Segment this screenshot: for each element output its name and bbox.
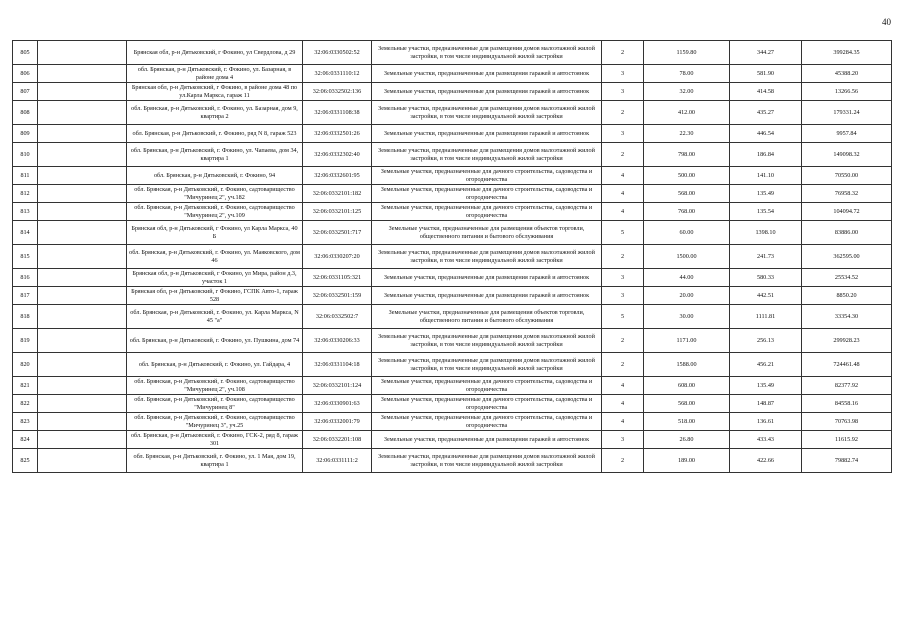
address-cell: Брянская обл, р-н Дятьковский, г Фокино, ул Мира, район д.3, участок 1 bbox=[127, 269, 303, 287]
area-cell: 60.00 bbox=[644, 221, 730, 245]
cadastral-value-cell: 45388.20 bbox=[802, 65, 892, 83]
row-number-cell: 819 bbox=[13, 329, 38, 353]
address-cell: обл. Брянская, р-н Дятьковский, г. Фокино, ул. Маяковского, дом 46 bbox=[127, 245, 303, 269]
blank-cell bbox=[38, 101, 127, 125]
cadastral-value-cell: 149098.32 bbox=[802, 143, 892, 167]
group-cell: 3 bbox=[602, 65, 644, 83]
cadastral-number-cell: 32:06:0332201:108 bbox=[303, 431, 372, 449]
specific-value-cell: 186.84 bbox=[730, 143, 802, 167]
group-cell: 3 bbox=[602, 287, 644, 305]
row-number-cell: 813 bbox=[13, 203, 38, 221]
cadastral-number-cell: 32:06:0332501:159 bbox=[303, 287, 372, 305]
row-number-cell: 811 bbox=[13, 167, 38, 185]
area-cell: 1588.00 bbox=[644, 353, 730, 377]
specific-value-cell: 148.87 bbox=[730, 395, 802, 413]
row-number-cell: 816 bbox=[13, 269, 38, 287]
blank-cell bbox=[38, 83, 127, 101]
cadastral-number-cell: 32:06:0332101:124 bbox=[303, 377, 372, 395]
land-use-cell: Земельные участки, предназначенные для размещения домов малоэтажной жилой застройки, в том числе индивидуальной жилой застройки bbox=[372, 329, 602, 353]
address-cell: обл. Брянская, р-н Дятьковский, г. Фокино, ул. Чапаева, дом 34, квартира 1 bbox=[127, 143, 303, 167]
area-cell: 30.00 bbox=[644, 305, 730, 329]
cadastral-value-cell: 362595.00 bbox=[802, 245, 892, 269]
table-row bbox=[13, 221, 892, 245]
group-cell: 5 bbox=[602, 221, 644, 245]
land-use-cell: Земельные участки, предназначенные для размещения домов малоэтажной жилой застройки, в том числе индивидуальной жилой застройки bbox=[372, 143, 602, 167]
specific-value-cell: 141.10 bbox=[730, 167, 802, 185]
blank-cell bbox=[38, 65, 127, 83]
cadastral-number-cell: 32:06:0332101:125 bbox=[303, 203, 372, 221]
cadastral-number-cell: 32:06:0331110:12 bbox=[303, 65, 372, 83]
blank-cell bbox=[38, 287, 127, 305]
blank-cell bbox=[38, 431, 127, 449]
area-cell: 412.00 bbox=[644, 101, 730, 125]
table-row bbox=[13, 269, 892, 287]
address-cell: обл. Брянская, р-н Дятьковский, г. Фокино, ул. Гайдара, 4 bbox=[127, 353, 303, 377]
table-row bbox=[13, 125, 892, 143]
table-row bbox=[13, 287, 892, 305]
table-row bbox=[13, 203, 892, 221]
cadastral-value-cell: 70550.00 bbox=[802, 167, 892, 185]
land-use-cell: Земельные участки, предназначенные для размещения гаражей и автостоянок bbox=[372, 125, 602, 143]
row-number-cell: 822 bbox=[13, 395, 38, 413]
cadastral-value-cell: 13266.56 bbox=[802, 83, 892, 101]
table-row bbox=[13, 83, 892, 101]
land-use-cell: Земельные участки, предназначенные для размещения домов малоэтажной жилой застройки, в том числе индивидуальной жилой застройки bbox=[372, 353, 602, 377]
group-cell: 4 bbox=[602, 167, 644, 185]
cadastral-number-cell: 32:06:0331111:2 bbox=[303, 449, 372, 473]
specific-value-cell: 136.61 bbox=[730, 413, 802, 431]
blank-cell bbox=[38, 413, 127, 431]
table-row bbox=[13, 143, 892, 167]
blank-cell bbox=[38, 125, 127, 143]
cadastral-value-cell: 299928.23 bbox=[802, 329, 892, 353]
row-number-cell: 806 bbox=[13, 65, 38, 83]
address-cell: обл. Брянская, р-н Дятьковский, г. Фокино, ряд N 8, гараж 523 bbox=[127, 125, 303, 143]
cadastral-value-cell: 84558.16 bbox=[802, 395, 892, 413]
cadastral-number-cell: 32:06:0332502:136 bbox=[303, 83, 372, 101]
table-row bbox=[13, 65, 892, 83]
land-use-cell: Земельные участки, предназначенные для дачного строительства, садоводства и огородничества bbox=[372, 167, 602, 185]
blank-cell bbox=[38, 143, 127, 167]
area-cell: 518.00 bbox=[644, 413, 730, 431]
row-number-cell: 808 bbox=[13, 101, 38, 125]
area-cell: 1500.00 bbox=[644, 245, 730, 269]
group-cell: 2 bbox=[602, 143, 644, 167]
row-number-cell: 825 bbox=[13, 449, 38, 473]
group-cell: 2 bbox=[602, 41, 644, 65]
group-cell: 2 bbox=[602, 101, 644, 125]
cadastral-number-cell: 32:06:0332502:7 bbox=[303, 305, 372, 329]
area-cell: 44.00 bbox=[644, 269, 730, 287]
cadastral-number-cell: 32:06:0332302:40 bbox=[303, 143, 372, 167]
specific-value-cell: 1111.81 bbox=[730, 305, 802, 329]
address-cell: Брянская обл, р-н Дятьковский, г Фокино, ГСПК Авто-1, гараж 528 bbox=[127, 287, 303, 305]
blank-cell bbox=[38, 185, 127, 203]
blank-cell bbox=[38, 269, 127, 287]
blank-cell bbox=[38, 449, 127, 473]
land-use-cell: Земельные участки, предназначенные для размещения домов малоэтажной жилой застройки, в том числе индивидуальной жилой застройки bbox=[372, 449, 602, 473]
row-number-cell: 818 bbox=[13, 305, 38, 329]
table-row bbox=[13, 413, 892, 431]
land-use-cell: Земельные участки, предназначенные для дачного строительства, садоводства и огородничества bbox=[372, 185, 602, 203]
area-cell: 189.00 bbox=[644, 449, 730, 473]
row-number-cell: 805 bbox=[13, 41, 38, 65]
blank-cell bbox=[38, 41, 127, 65]
specific-value-cell: 135.49 bbox=[730, 377, 802, 395]
land-use-cell: Земельные участки, предназначенные для размещения гаражей и автостоянок bbox=[372, 269, 602, 287]
cadastral-number-cell: 32:06:0330901:63 bbox=[303, 395, 372, 413]
land-use-cell: Земельные участки, предназначенные для размещения гаражей и автостоянок bbox=[372, 287, 602, 305]
cadastral-number-cell: 32:06:0332501:717 bbox=[303, 221, 372, 245]
group-cell: 4 bbox=[602, 203, 644, 221]
table-row bbox=[13, 395, 892, 413]
area-cell: 768.00 bbox=[644, 203, 730, 221]
cadastral-number-cell: 32:06:0330502:52 bbox=[303, 41, 372, 65]
blank-cell bbox=[38, 245, 127, 269]
group-cell: 5 bbox=[602, 305, 644, 329]
area-cell: 78.00 bbox=[644, 65, 730, 83]
group-cell: 4 bbox=[602, 413, 644, 431]
cadastral-number-cell: 32:06:0331105:321 bbox=[303, 269, 372, 287]
address-cell: Брянская обл, р-н Дятьковский, г Фокино, ул Карла Маркса, 40 Б bbox=[127, 221, 303, 245]
area-cell: 1171.00 bbox=[644, 329, 730, 353]
table-row bbox=[13, 41, 892, 65]
address-cell: обл. Брянская, р-н Дятьковский, г. Фокино, 94 bbox=[127, 167, 303, 185]
table-row bbox=[13, 449, 892, 473]
cadastral-number-cell: 32:06:0332501:26 bbox=[303, 125, 372, 143]
address-cell: обл. Брянская, р-н Дятьковский, г. Фокино, ул. 1 Мая, дом 19, квартира 1 bbox=[127, 449, 303, 473]
cadastral-value-cell: 11615.92 bbox=[802, 431, 892, 449]
land-use-cell: Земельные участки, предназначенные для дачного строительства, садоводства и огородничества bbox=[372, 395, 602, 413]
group-cell: 2 bbox=[602, 353, 644, 377]
area-cell: 20.00 bbox=[644, 287, 730, 305]
table-row bbox=[13, 305, 892, 329]
cadastral-value-cell: 79882.74 bbox=[802, 449, 892, 473]
table-row bbox=[13, 101, 892, 125]
cadastral-number-cell: 32:06:0332601:95 bbox=[303, 167, 372, 185]
address-cell: обл. Брянская, р-н Дятьковский, г. Фокино, садтоварищество "Мичуринец 2", уч.182 bbox=[127, 185, 303, 203]
land-use-cell: Земельные участки, предназначенные для размещения объектов торговли, общественного питания и бытового обслуживания bbox=[372, 305, 602, 329]
specific-value-cell: 422.66 bbox=[730, 449, 802, 473]
group-cell: 2 bbox=[602, 245, 644, 269]
land-use-cell: Земельные участки, предназначенные для размещения домов малоэтажной жилой застройки, в том числе индивидуальной жилой застройки bbox=[372, 101, 602, 125]
specific-value-cell: 241.73 bbox=[730, 245, 802, 269]
address-cell: обл. Брянская, р-н Дятьковский, г. Фокино, ул. Базарная, в районе дома 4 bbox=[127, 65, 303, 83]
land-use-cell: Земельные участки, предназначенные для размещения объектов торговли, общественного питания и бытового обслуживания bbox=[372, 221, 602, 245]
specific-value-cell: 256.13 bbox=[730, 329, 802, 353]
blank-cell bbox=[38, 203, 127, 221]
cadastral-number-cell: 32:06:0332001:79 bbox=[303, 413, 372, 431]
land-use-cell: Земельные участки, предназначенные для размещения гаражей и автостоянок bbox=[372, 65, 602, 83]
cadastral-value-cell: 76958.32 bbox=[802, 185, 892, 203]
land-use-cell: Земельные участки, предназначенные для размещения гаражей и автостоянок bbox=[372, 431, 602, 449]
row-number-cell: 817 bbox=[13, 287, 38, 305]
address-cell: Брянская обл, р-н Дятьковский, г Фокино, ул Свердлова, д 29 bbox=[127, 41, 303, 65]
specific-value-cell: 1398.10 bbox=[730, 221, 802, 245]
specific-value-cell: 414.58 bbox=[730, 83, 802, 101]
cadastral-number-cell: 32:06:0330206:33 bbox=[303, 329, 372, 353]
cadastral-value-cell: 70763.98 bbox=[802, 413, 892, 431]
land-use-cell: Земельные участки, предназначенные для размещения гаражей и автостоянок bbox=[372, 83, 602, 101]
table-row bbox=[13, 353, 892, 377]
cadastral-value-cell: 33354.30 bbox=[802, 305, 892, 329]
area-cell: 1159.80 bbox=[644, 41, 730, 65]
area-cell: 568.00 bbox=[644, 395, 730, 413]
area-cell: 798.00 bbox=[644, 143, 730, 167]
cadastral-value-cell: 25534.52 bbox=[802, 269, 892, 287]
row-number-cell: 809 bbox=[13, 125, 38, 143]
specific-value-cell: 433.43 bbox=[730, 431, 802, 449]
address-cell: Брянская обл, р-н Дятьковский, г Фокино, в районе дома 48 по ул.Карла Маркса, гараж 11 bbox=[127, 83, 303, 101]
blank-cell bbox=[38, 221, 127, 245]
row-number-cell: 814 bbox=[13, 221, 38, 245]
cadastral-value-cell: 82377.92 bbox=[802, 377, 892, 395]
specific-value-cell: 442.51 bbox=[730, 287, 802, 305]
cadastral-number-cell: 32:06:0331108:38 bbox=[303, 101, 372, 125]
cadastral-value-cell: 179331.24 bbox=[802, 101, 892, 125]
cadastral-value-table bbox=[12, 40, 892, 473]
table-row bbox=[13, 167, 892, 185]
area-cell: 500.00 bbox=[644, 167, 730, 185]
land-use-cell: Земельные участки, предназначенные для дачного строительства, садоводства и огородничества bbox=[372, 377, 602, 395]
row-number-cell: 820 bbox=[13, 353, 38, 377]
group-cell: 3 bbox=[602, 83, 644, 101]
cadastral-value-cell: 83886.00 bbox=[802, 221, 892, 245]
address-cell: обл. Брянская, р-н Дятьковский, г. Фокино, садтоварищество "Мичуринец 3", уч.25 bbox=[127, 413, 303, 431]
group-cell: 2 bbox=[602, 329, 644, 353]
page-number: 40 bbox=[882, 17, 891, 27]
row-number-cell: 824 bbox=[13, 431, 38, 449]
address-cell: обл. Брянская, р-н Дятьковский, г. Фокино, ул. Базарная, дом 9, квартира 2 bbox=[127, 101, 303, 125]
cadastral-number-cell: 32:06:0332101:182 bbox=[303, 185, 372, 203]
cadastral-value-cell: 724461.48 bbox=[802, 353, 892, 377]
group-cell: 3 bbox=[602, 269, 644, 287]
land-use-cell: Земельные участки, предназначенные для дачного строительства, садоводства и огородничества bbox=[372, 203, 602, 221]
specific-value-cell: 135.54 bbox=[730, 203, 802, 221]
group-cell: 4 bbox=[602, 185, 644, 203]
row-number-cell: 821 bbox=[13, 377, 38, 395]
area-cell: 26.80 bbox=[644, 431, 730, 449]
table-row bbox=[13, 329, 892, 353]
row-number-cell: 807 bbox=[13, 83, 38, 101]
blank-cell bbox=[38, 377, 127, 395]
group-cell: 2 bbox=[602, 449, 644, 473]
specific-value-cell: 435.27 bbox=[730, 101, 802, 125]
blank-cell bbox=[38, 305, 127, 329]
table-row bbox=[13, 431, 892, 449]
specific-value-cell: 344.27 bbox=[730, 41, 802, 65]
row-number-cell: 812 bbox=[13, 185, 38, 203]
table-row bbox=[13, 185, 892, 203]
area-cell: 22.30 bbox=[644, 125, 730, 143]
row-number-cell: 823 bbox=[13, 413, 38, 431]
land-use-cell: Земельные участки, предназначенные для дачного строительства, садоводства и огородничества bbox=[372, 413, 602, 431]
blank-cell bbox=[38, 395, 127, 413]
row-number-cell: 815 bbox=[13, 245, 38, 269]
area-cell: 568.00 bbox=[644, 185, 730, 203]
specific-value-cell: 581.90 bbox=[730, 65, 802, 83]
group-cell: 3 bbox=[602, 125, 644, 143]
address-cell: обл. Брянская, р-н Дятьковский, г. Фокино, ул. Карла Маркса, N 45 "а" bbox=[127, 305, 303, 329]
area-cell: 32.00 bbox=[644, 83, 730, 101]
area-cell: 608.00 bbox=[644, 377, 730, 395]
group-cell: 3 bbox=[602, 431, 644, 449]
cadastral-value-cell: 399284.35 bbox=[802, 41, 892, 65]
address-cell: обл. Брянская, р-н Дятьковский, г. Фокино, садтоварищество "Мичуринец 2", уч.109 bbox=[127, 203, 303, 221]
cadastral-number-cell: 32:06:0331104:18 bbox=[303, 353, 372, 377]
table-row bbox=[13, 245, 892, 269]
cadastral-value-cell: 9957.84 bbox=[802, 125, 892, 143]
address-cell: обл. Брянская, р-н Дятьковский, г. Фокино, ГСК-2, ряд 8, гараж 301 bbox=[127, 431, 303, 449]
group-cell: 4 bbox=[602, 377, 644, 395]
cadastral-number-cell: 32:06:0330207:20 bbox=[303, 245, 372, 269]
specific-value-cell: 456.21 bbox=[730, 353, 802, 377]
specific-value-cell: 135.49 bbox=[730, 185, 802, 203]
land-use-cell: Земельные участки, предназначенные для размещения домов малоэтажной жилой застройки, в том числе индивидуальной жилой застройки bbox=[372, 245, 602, 269]
address-cell: обл. Брянская, р-н Дятьковский, г. Фокино, садтоварищество "Мичуринец 2", уч.108 bbox=[127, 377, 303, 395]
row-number-cell: 810 bbox=[13, 143, 38, 167]
table-row bbox=[13, 377, 892, 395]
group-cell: 4 bbox=[602, 395, 644, 413]
cadastral-value-cell: 104094.72 bbox=[802, 203, 892, 221]
address-cell: обл. Брянская, р-н Дятьковский, г. Фокино, садтоварищество "Мичуринец 8" bbox=[127, 395, 303, 413]
land-use-cell: Земельные участки, предназначенные для размещения домов малоэтажной жилой застройки, в том числе индивидуальной жилой застройки bbox=[372, 41, 602, 65]
blank-cell bbox=[38, 353, 127, 377]
address-cell: обл. Брянская, р-н Дятьковский, г. Фокино, ул. Пушкина, дом 74 bbox=[127, 329, 303, 353]
specific-value-cell: 446.54 bbox=[730, 125, 802, 143]
specific-value-cell: 580.33 bbox=[730, 269, 802, 287]
blank-cell bbox=[38, 167, 127, 185]
cadastral-value-cell: 8850.20 bbox=[802, 287, 892, 305]
blank-cell bbox=[38, 329, 127, 353]
